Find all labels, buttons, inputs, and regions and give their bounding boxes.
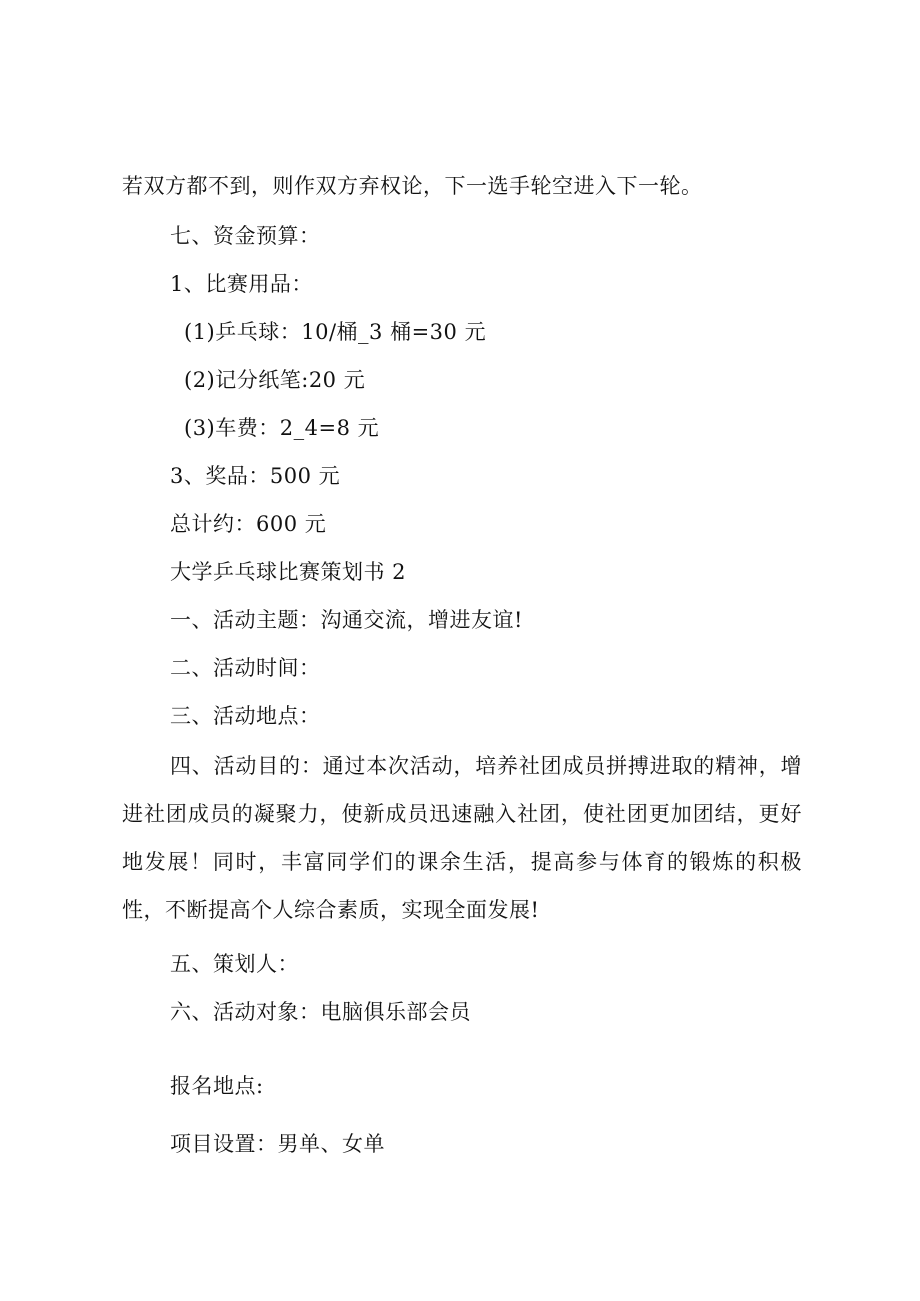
list-item: (1)乒乓球：10/桶_3 桶=30 元	[184, 320, 487, 344]
text-line: 报名地点:	[170, 1074, 264, 1098]
text-line: 3、奖品：500 元	[170, 464, 341, 488]
text-line: 总计约：600 元	[170, 512, 327, 536]
section-heading: 七、资金预算：	[170, 224, 321, 248]
section-heading: 五、策划人：	[170, 952, 299, 976]
section-heading: 一、活动主题：沟通交流，增进友谊!	[170, 608, 523, 632]
text-line: 若双方都不到，则作双方弃权论，下一选手轮空进入下一轮。	[122, 174, 703, 198]
section-heading: 三、活动地点：	[170, 704, 321, 728]
section-heading: 六、活动对象：电脑俱乐部会员	[170, 1000, 471, 1024]
section-heading: 二、活动时间：	[170, 656, 321, 680]
document-subtitle: 大学乒乓球比赛策划书 2	[170, 560, 407, 584]
text-line: 1、比赛用品：	[170, 272, 313, 296]
purpose-paragraph: 四、活动目的：通过本次活动，培养社团成员拼搏进取的精神，增进社团成员的凝聚力，使新成员迅速融入社团，使社团更加团结，更好地发展！同时，丰富同学们的课余生活，提高参与体育的锻炼的积极性，不断提高个人综合素质，实现全面发展!	[122, 754, 802, 922]
list-item: (3)车费：2_4=8 元	[184, 416, 380, 440]
text-line: 项目设置：男单、女单	[170, 1132, 385, 1156]
list-item: (2)记分纸笔:20 元	[184, 368, 366, 392]
